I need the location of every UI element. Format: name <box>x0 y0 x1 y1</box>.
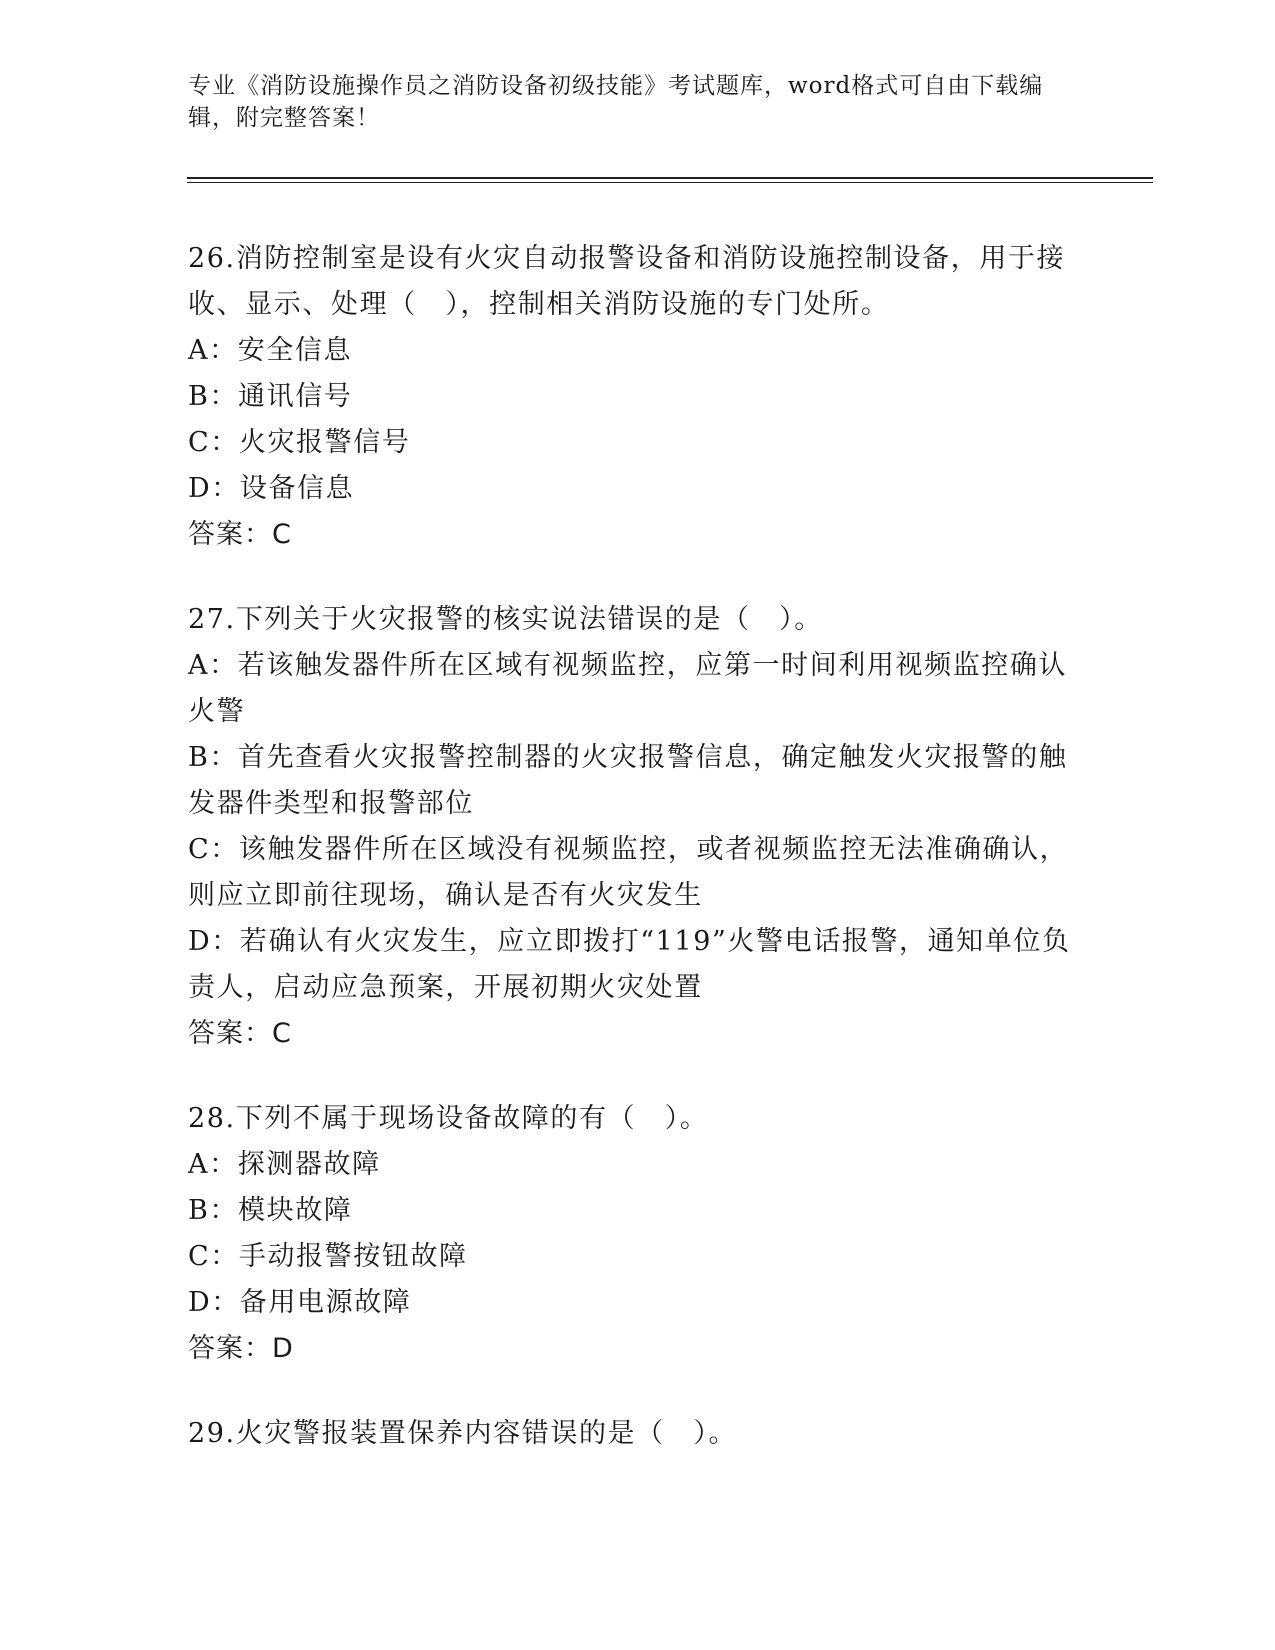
option-a: A：若该触发器件所在区域有视频监控，应第一时间利用视频监控确认火警 <box>188 650 1068 727</box>
option-d: D：设备信息 <box>188 473 355 504</box>
option-d: D：备用电源故障 <box>188 1287 412 1318</box>
answer-label: 答案：C <box>188 1018 292 1049</box>
question-29 <box>188 1411 1088 1457</box>
option-c: C：火灾报警信号 <box>188 427 411 458</box>
option-d: D：若确认有火灾发生，应立即拨打“119”火警电话报警，通知单位负责人，启动应急预案，开展初期火灾处置 <box>188 926 1071 1003</box>
option-b: B：模块故障 <box>188 1195 353 1226</box>
option-b: B：通讯信号 <box>188 381 353 412</box>
question-stem: 28.下列不属于现场设备故障的有（ ）。 <box>188 1103 709 1134</box>
header-rule-thin <box>187 182 1153 183</box>
question-list <box>188 236 1088 1496</box>
question-stem: 26.消防控制室是设有火灾自动报警设备和消防设施控制设备，用于接收、显示、处理（ ），控制相关消防设施的专门处所。 <box>188 243 1066 320</box>
question-stem: 29.火灾警报装置保养内容错误的是（ ）。 <box>188 1418 738 1449</box>
question-27 <box>188 597 1088 1057</box>
header-rule-thick <box>187 177 1153 179</box>
answer-label: 答案：C <box>188 519 292 550</box>
option-c: C：手动报警按钮故障 <box>188 1241 468 1272</box>
option-b: B：首先查看火灾报警控制器的火灾报警信息，确定触发火灾报警的触发器件类型和报警部位 <box>188 742 1068 819</box>
page-header: 专业《消防设施操作员之消防设备初级技能》考试题库，word格式可自由下载编辑，附完整答案！ <box>188 73 1044 131</box>
question-stem: 27.下列关于火灾报警的核实说法错误的是（ ）。 <box>188 604 823 635</box>
option-a: A：探测器故障 <box>188 1149 381 1180</box>
question-28 <box>188 1096 1088 1372</box>
option-a: A：安全信息 <box>188 335 353 366</box>
option-c: C：该触发器件所在区域没有视频监控，或者视频监控无法准确确认，则应立即前往现场，确认是否有火灾发生 <box>188 834 1069 911</box>
question-26 <box>188 236 1088 558</box>
answer-label: 答案：D <box>188 1333 294 1364</box>
